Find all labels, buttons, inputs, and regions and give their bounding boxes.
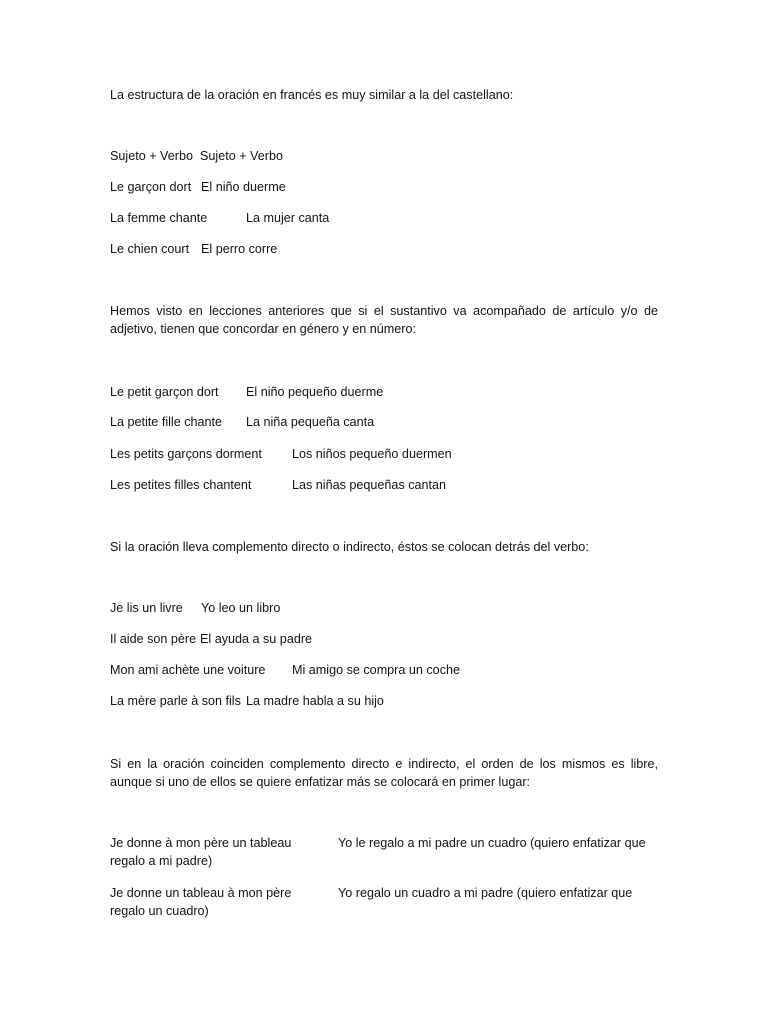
example-es-continuation: regalo a mi padre) <box>110 854 213 868</box>
example-fr: Il aide son père <box>110 632 197 646</box>
example-fr: Le chien court <box>110 242 190 256</box>
agreement-paragraph: Hemos visto en lecciones anteriores que si el sustantivo va acompañado de artículo y/o de adjetivo, tienen que concordar en género y en número: <box>110 304 658 336</box>
example-es: El perro corre <box>201 242 278 256</box>
example-fr: Le garçon dort <box>110 180 192 194</box>
example-es: Yo regalo un cuadro a mi padre (quiero enfatizar que <box>338 886 633 900</box>
example-es: Yo leo un libro <box>201 601 281 615</box>
example-fr: Les petites filles chantent <box>110 478 252 492</box>
example-es: La madre habla a su hijo <box>246 694 384 708</box>
example-es: La niña pequeña canta <box>246 415 375 429</box>
example-fr: La femme chante <box>110 211 208 225</box>
intro-paragraph: La estructura de la oración en francés es muy similar a la del castellano: <box>110 88 514 102</box>
example-fr: Je donne à mon père un tableau <box>110 836 292 850</box>
example-fr: Sujeto + Verbo <box>110 149 193 163</box>
example-es: Sujeto + Verbo <box>200 149 283 163</box>
example-es: Yo le regalo a mi padre un cuadro (quiero enfatizar que <box>338 836 646 850</box>
example-es: El niño pequeño duerme <box>246 385 384 399</box>
example-fr: Les petits garçons dorment <box>110 447 262 461</box>
example-es: Mi amigo se compra un coche <box>292 663 460 677</box>
example-fr: La petite fille chante <box>110 415 223 429</box>
example-fr: Le petit garçon dort <box>110 385 219 399</box>
example-fr: La mère parle à son fils <box>110 694 241 708</box>
example-es: El niño duerme <box>201 180 286 194</box>
example-fr: Je lis un livre <box>110 601 183 615</box>
order-paragraph: Si en la oración coinciden complemento directo e indirecto, el orden de los mismos es libre, aunque si uno de ellos se quiere enfatizar más se colocará en primer lugar: <box>110 757 658 789</box>
example-es: Las niñas pequeñas cantan <box>292 478 447 492</box>
example-es-continuation: regalo un cuadro) <box>110 904 209 918</box>
example-es: Los niños pequeño duermen <box>292 447 452 461</box>
example-fr: Mon ami achète une voiture <box>110 663 266 677</box>
example-es: La mujer canta <box>246 211 330 225</box>
complement-paragraph: Si la oración lleva complemento directo o indirecto, éstos se colocan detrás del verbo: <box>110 540 589 554</box>
example-fr: Je donne un tableau à mon père <box>110 886 292 900</box>
example-es: El ayuda a su padre <box>200 632 313 646</box>
